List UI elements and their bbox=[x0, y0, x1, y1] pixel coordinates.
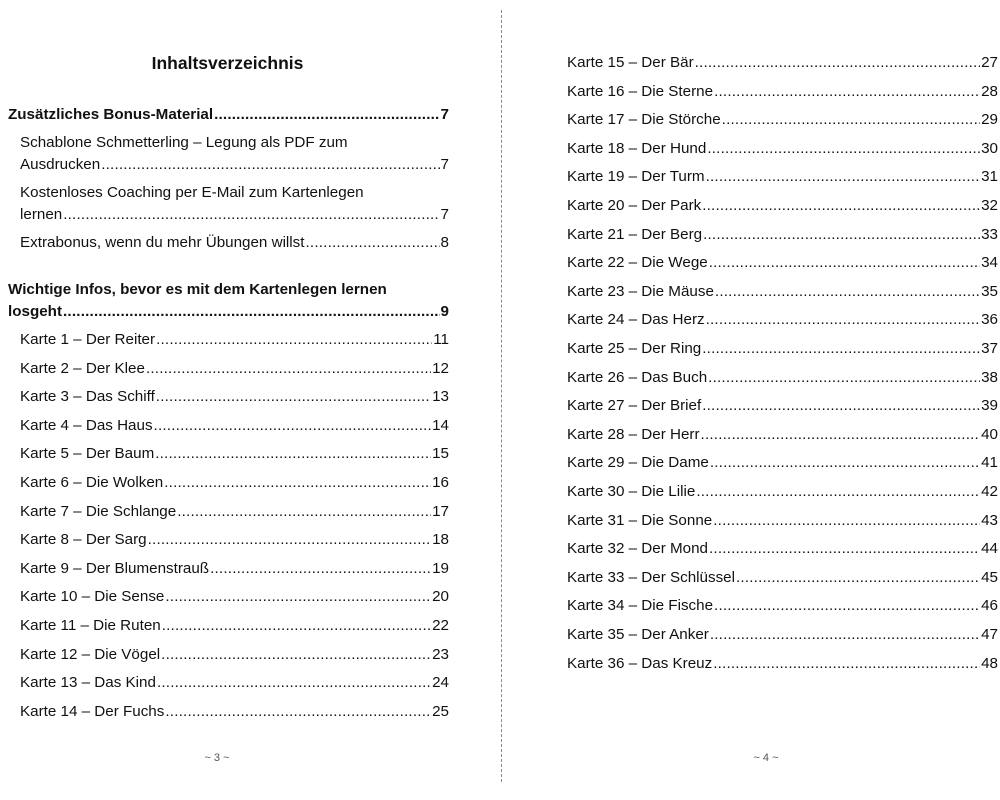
toc-entry-card[interactable] bbox=[20, 472, 449, 494]
toc-entry-label: Karte 23 – Die Mäuse bbox=[567, 282, 714, 300]
toc-entry-card[interactable] bbox=[20, 672, 449, 694]
toc-entry-card[interactable] bbox=[20, 558, 449, 580]
toc-entry-label: Karte 5 – Der Baum bbox=[20, 445, 155, 463]
toc-entry-label-line1: Schablone Schmetterling – Legung als PDF zum bbox=[20, 134, 348, 151]
toc-entry-label: Extrabonus, wenn du mehr Übungen willst bbox=[20, 234, 305, 251]
dot-leader bbox=[710, 624, 980, 646]
dot-leader bbox=[707, 138, 980, 160]
dot-leader bbox=[715, 281, 980, 303]
dot-leader bbox=[156, 386, 431, 408]
dot-leader bbox=[162, 615, 431, 637]
toc-entry-label: Karte 33 – Der Schlüssel bbox=[567, 568, 735, 586]
toc-entry-card[interactable] bbox=[567, 595, 998, 617]
toc-entry-label: Karte 34 – Die Fische bbox=[567, 597, 714, 615]
toc-entry-card[interactable] bbox=[567, 424, 998, 446]
toc-entry-page: 48 bbox=[981, 654, 998, 672]
toc-entry-label: Karte 19 – Der Turm bbox=[567, 168, 705, 186]
toc-entry-page: 11 bbox=[433, 331, 449, 348]
toc-entry-label: Karte 4 – Das Haus bbox=[20, 416, 153, 434]
toc-entry-label: Karte 9 – Der Blumenstrauß bbox=[20, 559, 210, 577]
page-number: ~ 4 ~ bbox=[753, 752, 779, 764]
toc-entry-page: 8 bbox=[440, 234, 449, 251]
toc-entry-card[interactable] bbox=[20, 529, 449, 551]
toc-entry-page: 47 bbox=[981, 626, 998, 643]
page-number: ~ 3 ~ bbox=[204, 752, 230, 764]
toc-entry-card[interactable] bbox=[567, 138, 998, 160]
toc-entry-card[interactable] bbox=[20, 615, 449, 637]
toc-entry-card[interactable] bbox=[567, 538, 998, 560]
dot-leader bbox=[708, 367, 980, 389]
page-title: Inhaltsverzeichnis bbox=[151, 53, 304, 73]
toc-entry-card[interactable] bbox=[567, 452, 998, 474]
toc-entry-page: 18 bbox=[432, 531, 449, 549]
toc-entry-page: 42 bbox=[981, 483, 998, 500]
toc-entry-label-line2: losgeht bbox=[8, 303, 63, 320]
toc-entry-page: 25 bbox=[432, 702, 449, 720]
dot-leader bbox=[177, 501, 431, 523]
toc-entry-label: Karte 8 – Der Sarg bbox=[20, 531, 147, 549]
dot-leader bbox=[306, 232, 440, 254]
toc-entry-card[interactable] bbox=[20, 386, 449, 408]
dot-leader bbox=[695, 52, 980, 74]
toc-entry-card[interactable] bbox=[567, 224, 998, 246]
toc-entry-card[interactable] bbox=[20, 415, 449, 437]
toc-entry-label: Karte 25 – Der Ring bbox=[567, 340, 702, 357]
toc-entry-page: 20 bbox=[432, 588, 449, 606]
toc-entry-label: Karte 35 – Der Anker bbox=[567, 626, 709, 643]
dot-leader bbox=[722, 109, 980, 131]
dot-leader bbox=[157, 672, 431, 694]
dot-leader bbox=[703, 224, 980, 246]
toc-entry-info-section[interactable] bbox=[8, 279, 449, 323]
toc-entry-page: 17 bbox=[432, 502, 449, 520]
toc-entry-card[interactable] bbox=[20, 644, 449, 666]
toc-entry-page: 32 bbox=[981, 197, 998, 214]
toc-entry-label: Karte 16 – Die Sterne bbox=[567, 82, 714, 100]
toc-entry-bonus-section[interactable] bbox=[8, 104, 449, 126]
toc-entry-card[interactable] bbox=[20, 586, 449, 608]
toc-entry-card[interactable] bbox=[567, 653, 998, 675]
dot-leader bbox=[710, 452, 980, 474]
toc-entry-page: 43 bbox=[981, 511, 998, 529]
dot-leader bbox=[714, 81, 980, 103]
toc-entry-card[interactable] bbox=[567, 195, 998, 217]
toc-entry-label: Karte 1 – Der Reiter bbox=[20, 331, 156, 348]
toc-entry-page: 31 bbox=[981, 168, 998, 186]
dot-leader bbox=[702, 338, 980, 360]
toc-entry-label-line1: Wichtige Infos, bevor es mit dem Kartenlegen lernen bbox=[8, 281, 387, 298]
toc-entry-page: 9 bbox=[440, 303, 449, 320]
toc-entry-label: Karte 20 – Der Park bbox=[567, 197, 702, 214]
dot-leader bbox=[210, 558, 431, 580]
toc-entry-card[interactable] bbox=[20, 443, 449, 465]
toc-entry-page: 34 bbox=[981, 254, 998, 272]
toc-entry-page: 7 bbox=[440, 206, 449, 223]
toc-entry-label-line2: lernen bbox=[20, 206, 63, 223]
dot-leader bbox=[701, 424, 981, 446]
toc-entry-card[interactable] bbox=[567, 109, 998, 131]
toc-entry-bonus-item[interactable] bbox=[20, 232, 449, 254]
toc-entry-label: Karte 3 – Das Schiff bbox=[20, 388, 155, 406]
toc-entry-page: 41 bbox=[981, 454, 998, 472]
toc-entry-card[interactable] bbox=[567, 510, 998, 532]
toc-entry-page: 35 bbox=[981, 282, 998, 300]
dot-leader bbox=[155, 443, 431, 465]
toc-entry-label: Karte 22 – Die Wege bbox=[567, 254, 708, 272]
toc-entry-label: Karte 7 – Die Schlange bbox=[20, 502, 177, 520]
toc-entry-card[interactable] bbox=[567, 338, 998, 360]
toc-entry-card[interactable] bbox=[20, 701, 449, 723]
toc-entry-label: Karte 18 – Der Hund bbox=[567, 139, 707, 157]
toc-entry-label: Karte 29 – Die Dame bbox=[567, 454, 709, 472]
dot-leader bbox=[702, 395, 980, 417]
dot-leader bbox=[146, 358, 431, 380]
dot-leader bbox=[713, 653, 980, 675]
toc-entry-page: 16 bbox=[432, 474, 449, 491]
toc-entry-label: Karte 24 – Das Herz bbox=[567, 311, 705, 329]
toc-entry-label: Karte 36 – Das Kreuz bbox=[567, 654, 713, 672]
toc-entry-page: 45 bbox=[981, 568, 998, 586]
toc-entry-bonus-item[interactable] bbox=[20, 132, 449, 176]
toc-entry-page: 29 bbox=[981, 111, 998, 129]
toc-entry-page: 37 bbox=[981, 340, 998, 357]
dot-leader bbox=[214, 104, 439, 126]
toc-entry-page: 23 bbox=[432, 645, 449, 663]
toc-entry-page: 13 bbox=[432, 388, 449, 406]
toc-entry-card[interactable] bbox=[567, 81, 998, 103]
toc-entry-label-line2: Ausdrucken bbox=[20, 156, 101, 173]
toc-entry-page: 36 bbox=[981, 311, 998, 329]
toc-entry-page: 14 bbox=[432, 416, 449, 434]
toc-entry-page: 46 bbox=[981, 597, 998, 615]
toc-entry-page: 7 bbox=[440, 106, 449, 123]
toc-entry-label: Karte 14 – Der Fuchs bbox=[20, 702, 165, 720]
toc-entry-label: Zusätzliches Bonus-Material bbox=[8, 106, 214, 123]
toc-entry-page: 44 bbox=[981, 540, 998, 558]
toc-entry-card[interactable] bbox=[20, 501, 449, 523]
toc-entry-page: 27 bbox=[981, 54, 998, 71]
toc-entry-page: 39 bbox=[981, 397, 998, 415]
toc-entry-page: 30 bbox=[981, 139, 998, 157]
toc-entry-page: 15 bbox=[432, 445, 449, 463]
toc-entry-label: Karte 6 – Die Wolken bbox=[20, 474, 164, 491]
dot-leader bbox=[706, 309, 981, 331]
dot-leader bbox=[714, 595, 980, 617]
toc-entry-card[interactable] bbox=[567, 395, 998, 417]
dot-leader bbox=[713, 510, 980, 532]
dot-leader bbox=[736, 567, 980, 589]
dot-leader bbox=[164, 472, 431, 494]
toc-entry-page: 38 bbox=[981, 368, 998, 386]
dot-leader bbox=[156, 329, 432, 351]
toc-entry-label: Karte 28 – Der Herr bbox=[567, 425, 700, 443]
toc-entry-label: Karte 30 – Die Lilie bbox=[567, 483, 696, 500]
dot-leader bbox=[101, 154, 439, 176]
dot-leader bbox=[709, 252, 980, 274]
toc-entry-card[interactable] bbox=[567, 624, 998, 646]
right-page bbox=[502, 0, 1000, 800]
toc-entry-card[interactable] bbox=[567, 481, 998, 503]
toc-entry-page: 19 bbox=[432, 559, 449, 577]
dot-leader bbox=[706, 166, 981, 188]
toc-entry-page: 22 bbox=[432, 617, 449, 634]
dot-leader bbox=[709, 538, 980, 560]
toc-entry-page: 7 bbox=[440, 156, 449, 173]
toc-entry-card[interactable] bbox=[567, 309, 998, 331]
toc-entry-card[interactable] bbox=[567, 367, 998, 389]
toc-entry-label: Karte 26 – Das Buch bbox=[567, 368, 708, 386]
toc-entry-page: 40 bbox=[981, 425, 998, 443]
toc-entry-card[interactable] bbox=[567, 166, 998, 188]
toc-entry-label: Karte 15 – Der Bär bbox=[567, 54, 694, 71]
toc-entry-label: Karte 11 – Die Ruten bbox=[20, 617, 161, 634]
toc-entry-card[interactable] bbox=[567, 567, 998, 589]
toc-entry-label: Karte 31 – Die Sonne bbox=[567, 511, 713, 529]
toc-entry-page: 24 bbox=[432, 674, 449, 692]
toc-entry-card[interactable] bbox=[20, 329, 449, 351]
toc-entry-page: 12 bbox=[432, 359, 449, 377]
toc-entry-label: Karte 12 – Die Vögel bbox=[20, 645, 161, 663]
dot-leader bbox=[702, 195, 980, 217]
toc-entry-label: Karte 27 – Der Brief bbox=[567, 397, 702, 415]
dot-leader bbox=[63, 204, 439, 226]
toc-entry-card[interactable] bbox=[567, 281, 998, 303]
toc-entry-label-line1: Kostenloses Coaching per E-Mail zum Kartenlegen bbox=[20, 184, 364, 201]
toc-entry-card[interactable] bbox=[567, 252, 998, 274]
dot-leader bbox=[154, 415, 432, 437]
toc-entry-label: Karte 17 – Die Störche bbox=[567, 111, 721, 129]
toc-entry-card[interactable] bbox=[567, 52, 998, 74]
toc-entry-card[interactable] bbox=[20, 358, 449, 380]
dot-leader bbox=[63, 301, 440, 323]
toc-entry-label: Karte 32 – Der Mond bbox=[567, 540, 708, 558]
toc-entry-label: Karte 13 – Das Kind bbox=[20, 674, 156, 692]
toc-entry-label: Karte 2 – Der Klee bbox=[20, 359, 145, 377]
dot-leader bbox=[165, 701, 431, 723]
toc-entry-label: Karte 21 – Der Berg bbox=[567, 225, 703, 243]
dot-leader bbox=[165, 586, 431, 608]
toc-entry-bonus-item[interactable] bbox=[20, 182, 449, 226]
dot-leader bbox=[161, 644, 431, 666]
toc-entry-page: 33 bbox=[981, 225, 998, 243]
dot-leader bbox=[696, 481, 980, 503]
toc-entry-label: Karte 10 – Die Sense bbox=[20, 588, 165, 606]
toc-entry-page: 28 bbox=[981, 82, 998, 100]
dot-leader bbox=[148, 529, 431, 551]
